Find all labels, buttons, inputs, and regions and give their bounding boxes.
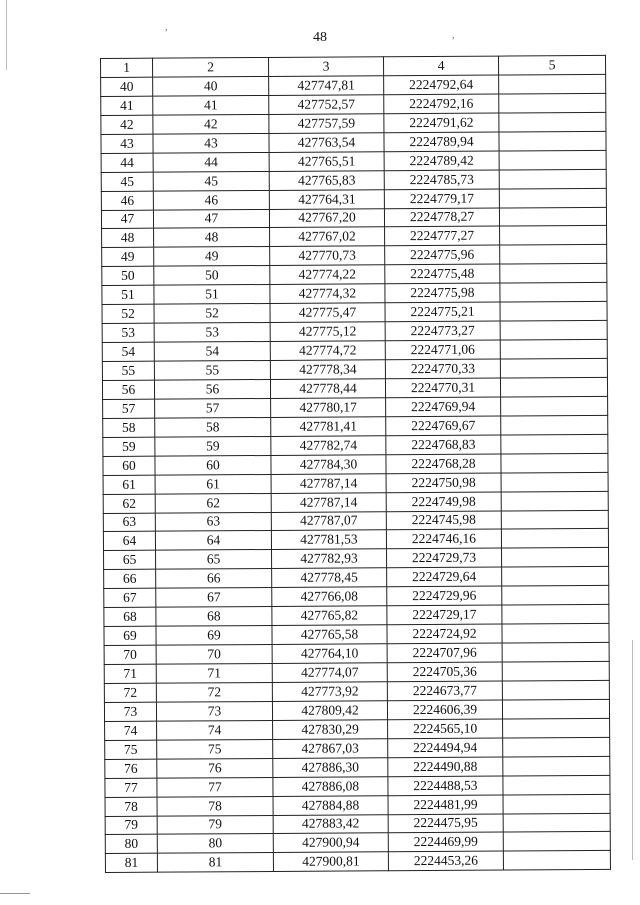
- table-cell-col-1: 59: [103, 437, 155, 456]
- table-cell-col-3: 427774,32: [270, 284, 385, 304]
- table-cell-col-2: 42: [153, 114, 269, 134]
- table-cell-col-1: 75: [105, 740, 157, 759]
- column-header-4: 4: [383, 56, 498, 76]
- table-cell-col-1: 55: [102, 361, 154, 380]
- table-cell-col-5: [500, 264, 607, 284]
- table-cell-col-2: 68: [156, 607, 272, 627]
- table-cell-col-3: 427763,54: [269, 133, 384, 153]
- table-cell-col-5: [503, 756, 610, 776]
- table-cell-col-3: 427867,03: [273, 739, 388, 759]
- table-cell-col-4: 2224707,96: [387, 643, 502, 663]
- table-cell-col-1: 64: [103, 532, 155, 551]
- table-cell-col-1: 72: [104, 683, 156, 702]
- table-cell-col-3: 427886,30: [273, 757, 388, 777]
- table-cell-col-4: 2224792,16: [384, 94, 499, 114]
- table-cell-col-1: 73: [104, 702, 156, 721]
- table-cell-col-3: 427778,44: [270, 379, 385, 399]
- table-cell-col-2: 60: [155, 455, 271, 475]
- table-cell-col-2: 45: [153, 171, 269, 191]
- table-cell-col-1: 63: [103, 513, 155, 532]
- table-cell-col-3: 427900,81: [273, 852, 388, 872]
- table-cell-col-4: 2224606,39: [387, 700, 502, 720]
- table-cell-col-1: 70: [104, 645, 156, 664]
- table-cell-col-1: 78: [105, 797, 157, 816]
- table-cell-col-3: 427764,10: [272, 644, 387, 664]
- table-cell-col-5: [500, 226, 607, 246]
- table-cell-col-1: 76: [105, 759, 157, 778]
- table-cell-col-1: 81: [105, 854, 157, 873]
- table-cell-col-1: 49: [102, 248, 154, 267]
- table-cell-col-5: [501, 491, 608, 511]
- table-cell-col-3: 427767,02: [270, 227, 385, 247]
- table-cell-col-3: 427809,42: [272, 701, 387, 721]
- table-cell-col-5: [501, 510, 608, 530]
- table-cell-col-1: 71: [104, 664, 156, 683]
- table-cell-col-3: 427886,08: [273, 776, 388, 796]
- table-cell-col-1: 50: [102, 266, 154, 285]
- table-cell-col-1: 57: [103, 399, 155, 418]
- table-cell-col-5: [500, 377, 607, 397]
- table-cell-col-3: 427774,22: [270, 265, 385, 285]
- table-cell-col-5: [502, 642, 609, 662]
- table-cell-col-1: 67: [104, 588, 156, 607]
- table-cell-col-5: [502, 624, 609, 644]
- table-cell-col-5: [499, 188, 606, 208]
- table-cell-col-4: 2224469,99: [388, 832, 503, 852]
- table-cell-col-2: 77: [157, 777, 273, 797]
- table-cell-col-3: 427830,29: [273, 720, 388, 740]
- table-cell-col-2: 66: [156, 569, 272, 589]
- scan-edge-mark: [6, 0, 7, 70]
- table-cell-col-3: 427884,88: [273, 795, 388, 815]
- table-cell-col-4: 2224705,36: [387, 662, 502, 682]
- table-cell-col-2: 71: [156, 663, 272, 683]
- table-cell-col-4: 2224475,95: [388, 814, 503, 834]
- table-cell-col-3: 427787,07: [271, 511, 386, 531]
- table-cell-col-1: 54: [102, 342, 154, 361]
- table-cell-col-5: [503, 718, 610, 738]
- table-cell-col-5: [503, 851, 610, 871]
- table-cell-col-4: 2224791,62: [384, 113, 499, 133]
- column-header-3: 3: [268, 57, 383, 77]
- column-header-1: 1: [101, 58, 153, 77]
- column-header-2: 2: [153, 57, 269, 77]
- table-cell-col-2: 61: [155, 474, 271, 494]
- table-cell-col-3: 427883,42: [273, 814, 388, 834]
- table-cell-col-2: 67: [156, 588, 272, 608]
- table-cell-col-5: [503, 813, 610, 833]
- table-cell-col-4: 2224769,67: [386, 416, 501, 436]
- table-cell-col-3: 427752,57: [269, 95, 384, 115]
- table-cell-col-2: 80: [157, 834, 273, 854]
- column-header-5: 5: [498, 55, 605, 75]
- table-cell-col-5: [500, 321, 607, 341]
- table-cell-col-3: 427765,58: [272, 625, 387, 645]
- table-cell-col-5: [502, 567, 609, 587]
- scan-edge-mark: [0, 893, 30, 894]
- table-cell-col-4: 2224775,98: [385, 283, 500, 303]
- table-cell-col-2: 53: [154, 323, 270, 343]
- table-cell-col-3: 427782,93: [272, 549, 387, 569]
- table-cell-col-5: [499, 112, 606, 132]
- table-cell-col-1: 69: [104, 626, 156, 645]
- table-cell-col-2: 65: [156, 550, 272, 570]
- table-cell-col-4: 2224768,28: [386, 454, 501, 474]
- table-cell-col-2: 55: [154, 360, 270, 380]
- table-cell-col-2: 58: [155, 417, 271, 437]
- table-cell-col-2: 70: [156, 645, 272, 665]
- table-cell-col-1: 44: [101, 153, 153, 172]
- table-cell-col-1: 42: [101, 115, 153, 134]
- table-cell-col-2: 69: [156, 626, 272, 646]
- table-cell-col-5: [503, 832, 610, 852]
- table-cell-col-4: 2224729,73: [387, 548, 502, 568]
- table-cell-col-1: 51: [102, 285, 154, 304]
- table-cell-col-4: 2224746,16: [386, 529, 501, 549]
- table-cell-col-2: 81: [157, 853, 273, 873]
- coordinates-table: [100, 55, 611, 873]
- table-cell-col-2: 52: [154, 304, 270, 324]
- table-cell-col-1: 40: [101, 77, 153, 96]
- table-cell-col-5: [500, 339, 607, 359]
- table-cell-col-5: [502, 699, 609, 719]
- table-cell-col-2: 44: [153, 152, 269, 172]
- table-cell-col-2: 62: [155, 493, 271, 513]
- table-cell-col-4: 2224792,64: [384, 75, 499, 95]
- table-cell-col-5: [500, 358, 607, 378]
- table-cell-col-1: 66: [104, 569, 156, 588]
- table-cell-col-4: 2224490,88: [388, 757, 503, 777]
- table-cell-col-3: 427780,17: [271, 398, 386, 418]
- table-cell-col-5: [503, 737, 610, 757]
- table-cell-col-3: 427747,81: [269, 76, 384, 96]
- table-cell-col-4: 2224729,17: [387, 605, 502, 625]
- table-cell-col-5: [501, 529, 608, 549]
- table-cell-col-2: 46: [153, 190, 269, 210]
- table-cell-col-1: 61: [103, 475, 155, 494]
- table-cell-col-3: 427757,59: [269, 114, 384, 134]
- scan-mark: ,: [452, 30, 455, 41]
- table-cell-col-1: 77: [105, 778, 157, 797]
- table-cell-col-2: 74: [157, 720, 273, 740]
- table-cell-col-5: [500, 245, 607, 265]
- table-cell-col-1: 48: [102, 229, 154, 248]
- table-cell-col-2: 49: [154, 247, 270, 267]
- table-cell-col-5: [499, 74, 606, 94]
- table-cell-col-2: 50: [154, 266, 270, 286]
- table-cell-col-4: 2224453,26: [388, 851, 503, 871]
- table-cell-col-4: 2224778,27: [384, 208, 499, 228]
- table-cell-col-3: 427765,51: [269, 151, 384, 171]
- table-cell-col-1: 65: [104, 551, 156, 570]
- table-cell-col-3: 427773,92: [272, 682, 387, 702]
- table-cell-col-3: 427770,73: [270, 246, 385, 266]
- table-cell-col-4: 2224673,77: [387, 681, 502, 701]
- table-cell-col-4: 2224481,99: [388, 795, 503, 815]
- table-cell-col-1: 45: [101, 172, 153, 191]
- table-cell-col-2: 79: [157, 815, 273, 835]
- table-cell-col-3: 427900,94: [273, 833, 388, 853]
- table-cell-col-5: [499, 207, 606, 227]
- table-cell-col-4: 2224779,17: [384, 189, 499, 209]
- table-cell-col-1: 52: [102, 304, 154, 323]
- table-cell-col-1: 68: [104, 607, 156, 626]
- table-cell-col-4: 2224770,33: [385, 359, 500, 379]
- table-body: [101, 74, 611, 872]
- table-cell-col-1: 62: [103, 494, 155, 513]
- table-cell-col-1: 58: [103, 418, 155, 437]
- table-cell-col-2: 43: [153, 133, 269, 153]
- table-cell-col-1: 47: [101, 210, 153, 229]
- table-cell-col-3: 427765,82: [272, 606, 387, 626]
- table-cell-col-4: 2224769,94: [386, 397, 501, 417]
- table-cell-col-2: 59: [155, 436, 271, 456]
- table-cell-col-1: 43: [101, 134, 153, 153]
- table-cell-col-1: 41: [101, 96, 153, 115]
- table-cell-col-5: [499, 131, 606, 151]
- table-cell-col-3: 427765,83: [269, 170, 384, 190]
- table-cell-col-2: 48: [154, 228, 270, 248]
- table-cell-col-4: 2224773,27: [385, 321, 500, 341]
- table-cell-col-3: 427784,30: [271, 454, 386, 474]
- table-cell-col-4: 2224777,27: [385, 227, 500, 247]
- table-cell-col-5: [499, 93, 606, 113]
- table-cell-col-3: 427778,45: [272, 568, 387, 588]
- table-cell-col-4: 2224768,83: [386, 435, 501, 455]
- table-cell-col-4: 2224785,73: [384, 170, 499, 190]
- table-cell-col-1: 46: [101, 191, 153, 210]
- table-cell-col-4: 2224729,96: [387, 586, 502, 606]
- table-cell-col-3: 427764,31: [269, 189, 384, 209]
- table-cell-col-5: [500, 283, 607, 303]
- table-cell-col-4: 2224565,10: [388, 719, 503, 739]
- table-cell-col-5: [502, 661, 609, 681]
- table-cell-col-3: 427787,14: [271, 492, 386, 512]
- table-cell-col-4: 2224749,98: [386, 492, 501, 512]
- table-cell-col-4: 2224770,31: [385, 378, 500, 398]
- table-cell-col-5: [502, 680, 609, 700]
- table-cell-col-2: 78: [157, 796, 273, 816]
- table-cell-col-3: 427775,47: [270, 303, 385, 323]
- table-row: [105, 851, 610, 873]
- table-cell-col-1: 80: [105, 835, 157, 854]
- table-cell-col-5: [502, 586, 609, 606]
- table-cell-col-2: 40: [153, 76, 269, 96]
- table-cell-col-2: 75: [157, 739, 273, 759]
- table-cell-col-5: [502, 548, 609, 568]
- table-cell-col-3: 427774,07: [272, 663, 387, 683]
- table-cell-col-5: [501, 434, 608, 454]
- table-cell-col-2: 57: [155, 398, 271, 418]
- table-cell-col-4: 2224750,98: [386, 473, 501, 493]
- table-cell-col-5: [499, 169, 606, 189]
- table-cell-col-5: [500, 302, 607, 322]
- table-cell-col-3: 427782,74: [271, 436, 386, 456]
- table-cell-col-3: 427781,41: [271, 417, 386, 437]
- table-cell-col-4: 2224745,98: [386, 511, 501, 531]
- table-cell-col-2: 41: [153, 95, 269, 115]
- scan-mark: ,: [165, 22, 168, 33]
- table-cell-col-2: 72: [156, 682, 272, 702]
- table-cell-col-3: 427778,34: [270, 360, 385, 380]
- table-cell-col-1: 56: [102, 380, 154, 399]
- table-cell-col-5: [503, 775, 610, 795]
- table-cell-col-4: 2224789,94: [384, 132, 499, 152]
- table-cell-col-2: 54: [154, 342, 270, 362]
- table-cell-col-3: 427767,20: [269, 208, 384, 228]
- table-cell-col-2: 56: [154, 379, 270, 399]
- table-cell-col-3: 427766,08: [272, 587, 387, 607]
- table-cell-col-4: 2224775,96: [385, 245, 500, 265]
- table-cell-col-4: 2224775,48: [385, 264, 500, 284]
- table-cell-col-3: 427787,14: [271, 473, 386, 493]
- table-cell-col-4: 2224775,21: [385, 302, 500, 322]
- table-cell-col-4: 2224724,92: [387, 624, 502, 644]
- table-cell-col-3: 427781,53: [271, 530, 386, 550]
- table-cell-col-3: 427774,72: [270, 341, 385, 361]
- table-cell-col-5: [502, 605, 609, 625]
- table-cell-col-4: 2224729,64: [387, 567, 502, 587]
- table-cell-col-4: 2224494,94: [388, 738, 503, 758]
- table-cell-col-1: 74: [105, 721, 157, 740]
- table-cell-col-2: 63: [155, 512, 271, 532]
- table-cell-col-2: 51: [154, 285, 270, 305]
- table-cell-col-1: 53: [102, 323, 154, 342]
- table-cell-col-5: [501, 396, 608, 416]
- page-number: 48: [313, 30, 327, 45]
- table-cell-col-1: 79: [105, 816, 157, 835]
- table-cell-col-2: 47: [153, 209, 269, 229]
- table-cell-col-5: [503, 794, 610, 814]
- scan-edge-mark: [632, 640, 633, 860]
- table-cell-col-5: [501, 472, 608, 492]
- table-cell-col-4: 2224488,53: [388, 776, 503, 796]
- table-cell-col-5: [501, 453, 608, 473]
- table-cell-col-1: 60: [103, 456, 155, 475]
- table-cell-col-2: 73: [156, 701, 272, 721]
- table-cell-col-4: 2224789,42: [384, 151, 499, 171]
- table-cell-col-2: 64: [155, 531, 271, 551]
- table-cell-col-2: 76: [157, 758, 273, 778]
- table-cell-col-5: [501, 415, 608, 435]
- table-cell-col-5: [499, 150, 606, 170]
- table-cell-col-3: 427775,12: [270, 322, 385, 342]
- table-cell-col-4: 2224771,06: [385, 340, 500, 360]
